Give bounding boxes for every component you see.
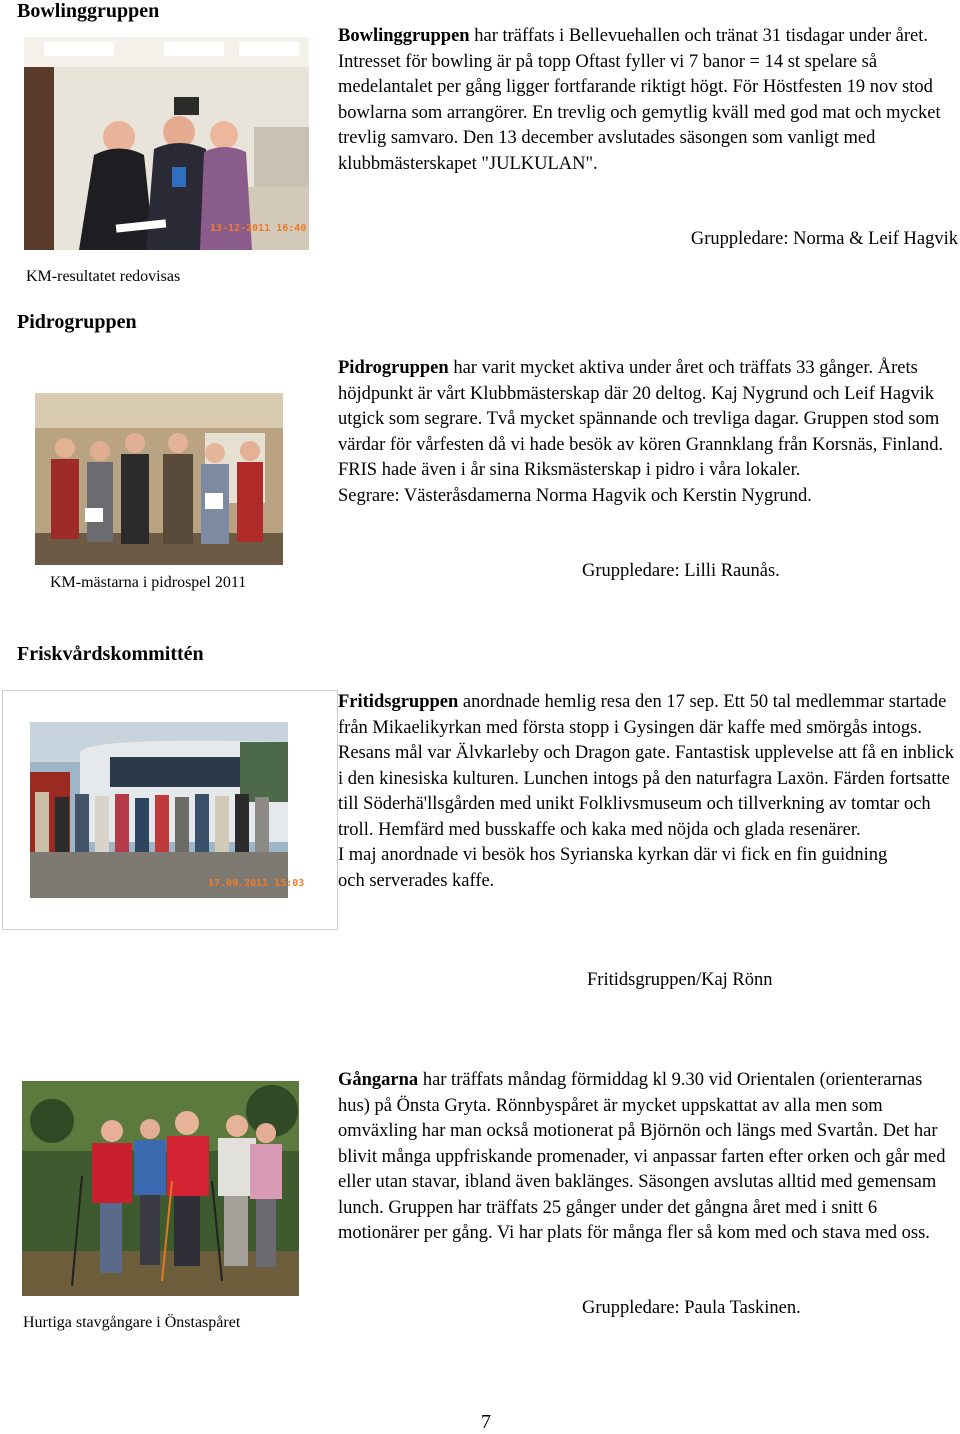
friskvard-paragraph	[338, 690, 958, 894]
section-heading-friskvard: Friskvårdskommittén	[17, 643, 204, 665]
gangarna-lead: Gångarna	[338, 1070, 419, 1090]
section-heading-pidro: Pidrogruppen	[17, 311, 137, 333]
bowling-leader: Gruppledare: Norma & Leif Hagvik	[690, 229, 958, 249]
gangarna-leader: Gruppledare: Paula Taskinen.	[582, 1298, 801, 1318]
walkers-photo	[22, 1081, 299, 1296]
pidro-body: har varit mycket aktiva under året och träffats 33 gånger. Årets höjdpunkt är vårt Klubbmästerskap där 20 deltog. Kaj Nygrund och Leif Hagvik utgick som segrare. Två mycket spännande och trevliga dagar. Gruppen stod som värdar för vårfesten då vi hade besök av kören Grannklang från Korsnäs, Finland.	[338, 358, 944, 455]
pidro-line2: FRIS hade även i år sina Riksmästerskap i pidro i våra lokaler.	[338, 460, 801, 480]
bowling-photo	[24, 37, 309, 250]
friskvard-body: anordnade hemlig resa den 17 sep. Ett 50 tal medlemmar startade från Mikaelikyrkan med första stopp i Gysingen där kaffe med smörgås intogs. Resans mål var Älvkarleby och Dragon gate. Fantastisk upplevelse att få en inblick i den kinesiska kulturen. Lunchen intogs på den naturfagra Laxön. Färden fortsatte till Söderhä'llsgården med unikt Folklivsmuseum och tillverkning av tomtar och troll. Hemfärd med busskaffe och kaka med nöjda och glada resenärer.	[338, 692, 954, 840]
pidro-leader: Gruppledare: Lilli Raunås.	[582, 561, 780, 581]
bowling-body: har träffats i Bellevuehallen och tränat 31 tisdagar under året. Intresset för bowling är på topp Oftast fyller vi 7 banor = 14 st spelare så medelantalet per gång ligger fortfarande riktigt högt. För Höstfesten 19 nov stod bowlarna som arrangörer. En trevlig och gemytlig kväll med god mat och mycket trevlig samvaro. Den 13 december avslutades säsongen som vanligt med klubbmästerskapet "JULKULAN".	[338, 26, 941, 174]
bowling-paragraph	[338, 24, 956, 177]
gangarna-body: har träffats måndag förmiddag kl 9.30 vid Orientalen (orienterarnas hus) på Önsta Gryta. Rönnbyspåret är mycket uppskattat av alla men som omväxling har man också motionerat på Björnön och längs med Svartån. Det har blivit många uppfriskande promenader, vi anpassar farten efter orken och går med eller utan stavar, ibland även baklänges. Säsongen avslutas alltid med gemensam lunch. Gruppen har träffats 25 gånger under det gångna året med i snitt 6 motionärer per gång. Vi har plats för många fler så kom med och stava med oss.	[338, 1070, 946, 1243]
friskvard-leader: Fritidsgruppen/Kaj Rönn	[587, 970, 773, 990]
pidro-caption: KM-mästarna i pidrospel 2011	[50, 574, 247, 591]
pidro-paragraph	[338, 356, 958, 509]
bowling-caption: KM-resultatet redovisas	[26, 268, 181, 285]
trip-photo	[30, 722, 305, 898]
page-number: 7	[481, 1411, 491, 1433]
svg-text:13-12-2011 16:40: 13-12-2011 16:40	[210, 223, 307, 234]
section-heading-bowling: Bowlinggruppen	[17, 0, 160, 22]
pidro-line3: Segrare: Västeråsdamerna Norma Hagvik och Kerstin Nygrund.	[338, 485, 812, 506]
svg-text:17.09.2011 15:03: 17.09.2011 15:03	[208, 878, 305, 889]
friskvard-line2: I maj anordnade vi besök hos Syrianska kyrkan där vi fick en fin guidning och serverades kaffe.	[338, 845, 888, 891]
gangarna-paragraph	[338, 1068, 958, 1247]
bowling-lead: Bowlinggruppen	[338, 26, 470, 46]
gangarna-caption: Hurtiga stavgångare i Önstaspåret	[23, 1314, 241, 1331]
pidro-lead: Pidrogruppen	[338, 358, 449, 378]
friskvard-lead: Fritidsgruppen	[338, 692, 459, 712]
pidro-photo	[35, 393, 283, 565]
